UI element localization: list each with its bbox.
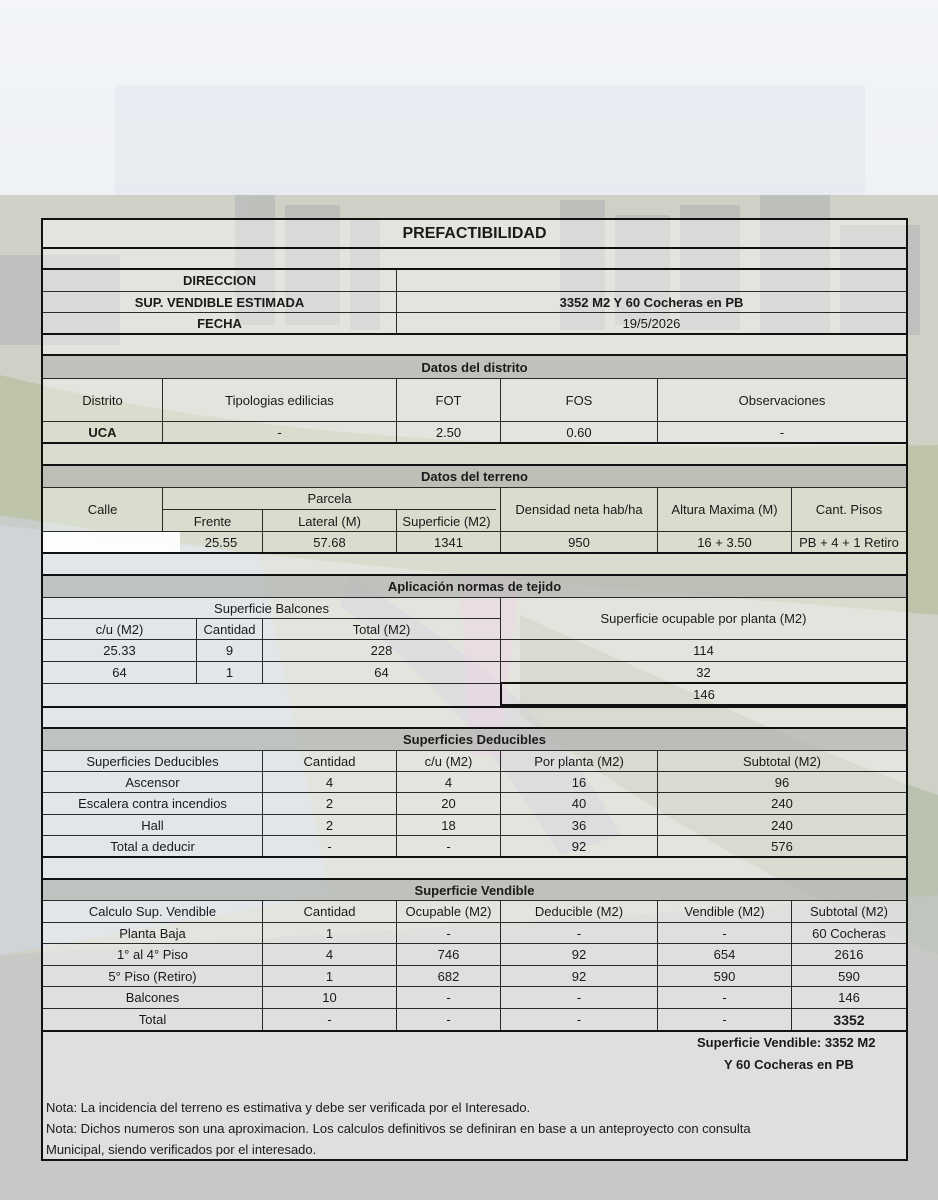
column-header: Observaciones — [657, 379, 906, 421]
column-header: Por planta (M2) — [500, 751, 657, 771]
section-header-tejido — [43, 576, 906, 598]
table-cell: 4 — [262, 944, 396, 965]
table-cell: 240 — [657, 815, 906, 835]
section-title: Datos del distrito — [421, 359, 528, 375]
distrito-value-row — [43, 422, 906, 444]
column-header: Distrito — [82, 392, 123, 408]
spacer-row — [43, 249, 906, 270]
table-cell: - — [657, 422, 906, 442]
table-cell: 25.33 — [43, 640, 196, 662]
table-row-total — [43, 1009, 906, 1032]
table-cell: 16 — [500, 772, 657, 792]
vendible-header-row — [43, 901, 906, 923]
pisos-value: PB + 4 + 1 Retiro — [791, 532, 906, 552]
column-header: Cantidad — [262, 751, 396, 771]
table-cell: 1 — [196, 662, 262, 684]
table-cell: 240 — [657, 793, 906, 814]
column-header: Subtotal (M2) — [791, 901, 906, 922]
column-header: Deducible (M2) — [500, 901, 657, 922]
table-row — [43, 836, 906, 858]
prefactibilidad-sheet — [41, 218, 908, 1161]
table-cell: - — [396, 836, 500, 856]
fecha-value: 19/5/2026 — [396, 313, 906, 333]
table-cell: 10 — [262, 987, 396, 1008]
table-cell: 746 — [396, 944, 500, 965]
lateral-value: 57.68 — [262, 532, 396, 552]
table-cell: UCA — [88, 424, 117, 440]
section-header-vendible — [43, 880, 906, 901]
table-cell: 654 — [657, 944, 791, 965]
section-title: Superficies Deducibles — [402, 732, 547, 747]
table-cell: - — [657, 987, 791, 1008]
fecha-label: FECHA — [197, 315, 242, 331]
table-cell: 682 — [396, 966, 500, 986]
column-header: Subtotal (M2) — [657, 751, 906, 771]
table-cell: 36 — [500, 815, 657, 835]
column-header: Calculo Sup. Vendible — [88, 904, 217, 919]
table-cell: - — [262, 836, 396, 856]
table-row — [43, 987, 906, 1009]
pisos-header: Cant. Pisos — [791, 488, 906, 531]
table-cell: - — [657, 1009, 791, 1030]
table-row — [43, 966, 906, 987]
table-cell: 590 — [791, 966, 906, 986]
densidad-value: 950 — [500, 532, 657, 552]
total-vendible-value: 3352 — [791, 1009, 906, 1030]
table-cell: - — [500, 923, 657, 943]
deducibles-header-row — [43, 751, 906, 772]
balcones-header: Superficie Balcones — [43, 598, 500, 619]
table-cell: 2 — [262, 815, 396, 835]
table-cell: Hall — [141, 817, 164, 833]
table-row — [43, 815, 906, 836]
table-cell: 1 — [262, 923, 396, 943]
table-cell: 590 — [657, 966, 791, 986]
ocupable-header: Superficie ocupable por planta (M2) — [500, 598, 906, 640]
table-cell: 0.60 — [500, 422, 657, 442]
section-header-distrito — [43, 356, 906, 379]
column-header: Cantidad — [196, 619, 262, 640]
table-row — [43, 793, 906, 815]
header-haze — [115, 85, 865, 195]
table-cell: 92 — [500, 836, 657, 856]
column-header: c/u (M2) — [396, 751, 500, 771]
table-cell: 64 — [262, 662, 500, 684]
altura-value: 16 + 3.50 — [657, 532, 791, 552]
column-header: Total (M2) — [262, 619, 500, 640]
table-cell: Total — [138, 1012, 167, 1027]
table-cell: Total a deducir — [110, 838, 195, 854]
table-row — [43, 772, 906, 793]
table-cell: 32 — [500, 662, 906, 684]
table-cell: 96 — [657, 772, 906, 792]
section-title: Aplicación normas de tejido — [387, 579, 562, 594]
table-cell: - — [162, 422, 396, 442]
info-row-direccion — [43, 270, 906, 292]
calle-value — [43, 532, 180, 552]
tejido-block — [43, 598, 906, 708]
table-cell: 20 — [396, 793, 500, 814]
table-cell: Balcones — [125, 990, 180, 1005]
table-cell: Planta Baja — [119, 925, 186, 941]
calle-header: Calle — [87, 502, 118, 517]
table-cell: 60 Cocheras — [791, 923, 906, 943]
table-row — [43, 944, 906, 966]
spacer-row — [43, 335, 906, 356]
frente-value: 25.55 — [204, 534, 238, 550]
note-line-1: Nota: La incidencia del terreno es estimativa y debe ser verificada por el Interesado. — [46, 1100, 531, 1115]
table-cell: 2616 — [791, 944, 906, 965]
table-cell: - — [500, 987, 657, 1008]
table-cell: 64 — [43, 662, 196, 684]
spacer-row — [43, 444, 906, 466]
table-cell: 4 — [396, 772, 500, 792]
superficie-header: Superficie (M2) — [396, 510, 496, 532]
superficie-value: 1341 — [396, 532, 500, 552]
summary-line-2: Y 60 Cocheras en PB — [724, 1057, 854, 1072]
table-cell: 18 — [396, 815, 500, 835]
summary-line-1: Superficie Vendible: 3352 M2 — [697, 1035, 876, 1050]
table-cell: 576 — [657, 836, 906, 856]
table-cell: 114 — [500, 640, 906, 662]
table-cell: - — [657, 923, 791, 943]
table-cell: 92 — [500, 944, 657, 965]
section-title: Datos del terreno — [421, 469, 528, 484]
title-row — [43, 220, 906, 249]
column-header: c/u (M2) — [43, 619, 196, 640]
note-line-2: Nota: Dichos numeros son una aproximacion. Los calculos definitivos se definiran en base a un anteproyecto con consulta — [46, 1121, 751, 1136]
column-header: Tipologias edilicias — [162, 379, 396, 421]
table-cell: 146 — [791, 987, 906, 1008]
frente-header: Frente — [162, 510, 262, 532]
table-cell: - — [396, 987, 500, 1008]
table-cell: 1 — [262, 966, 396, 986]
sup-vendible-value: 3352 M2 Y 60 Cocheras en PB — [396, 292, 906, 312]
section-header-deducibles — [43, 729, 906, 751]
table-cell: 228 — [262, 640, 500, 662]
terreno-header-row — [43, 488, 906, 532]
note-line-3: Municipal, siendo verificados por el interesado. — [46, 1142, 317, 1157]
info-row-sup — [43, 292, 906, 313]
ocupable-total: 146 — [500, 684, 906, 706]
terreno-value-row — [43, 532, 906, 554]
table-cell: 5° Piso (Retiro) — [108, 968, 197, 984]
table-cell: 9 — [196, 640, 262, 662]
table-cell: 2.50 — [396, 422, 500, 442]
spacer-row — [43, 554, 906, 576]
column-header: Cantidad — [262, 901, 396, 922]
table-cell: 2 — [262, 793, 396, 814]
column-header: Vendible (M2) — [657, 901, 791, 922]
table-cell: Escalera contra incendios — [78, 796, 227, 811]
spacer-row — [43, 858, 906, 880]
table-cell: - — [396, 923, 500, 943]
sup-vendible-label: SUP. VENDIBLE ESTIMADA — [134, 294, 305, 310]
direccion-label: DIRECCION — [183, 273, 256, 288]
table-cell: Ascensor — [125, 774, 180, 790]
column-header: FOS — [500, 379, 657, 421]
table-cell: - — [396, 1009, 500, 1030]
section-title: Superficie Vendible — [414, 882, 535, 898]
lateral-header: Lateral (M) — [262, 510, 396, 532]
table-row — [43, 923, 906, 944]
direccion-value — [396, 270, 906, 291]
section-header-terreno — [43, 466, 906, 488]
table-cell: 4 — [262, 772, 396, 792]
column-header: FOT — [396, 379, 500, 421]
page-title: PREFACTIBILIDAD — [402, 224, 547, 242]
table-cell: 1° al 4° Piso — [116, 947, 189, 962]
table-cell: - — [500, 1009, 657, 1030]
distrito-header-row — [43, 379, 906, 422]
info-row-fecha — [43, 313, 906, 335]
table-cell: - — [262, 1009, 396, 1030]
densidad-header: Densidad neta hab/ha — [500, 488, 657, 531]
column-header: Ocupable (M2) — [396, 901, 500, 922]
spacer-row — [43, 708, 906, 729]
column-header: Superficies Deducibles — [86, 753, 219, 769]
altura-header: Altura Maxima (M) — [657, 488, 791, 531]
table-cell: 40 — [500, 793, 657, 814]
parcela-header: Parcela — [162, 488, 496, 510]
table-cell: 92 — [500, 966, 657, 986]
